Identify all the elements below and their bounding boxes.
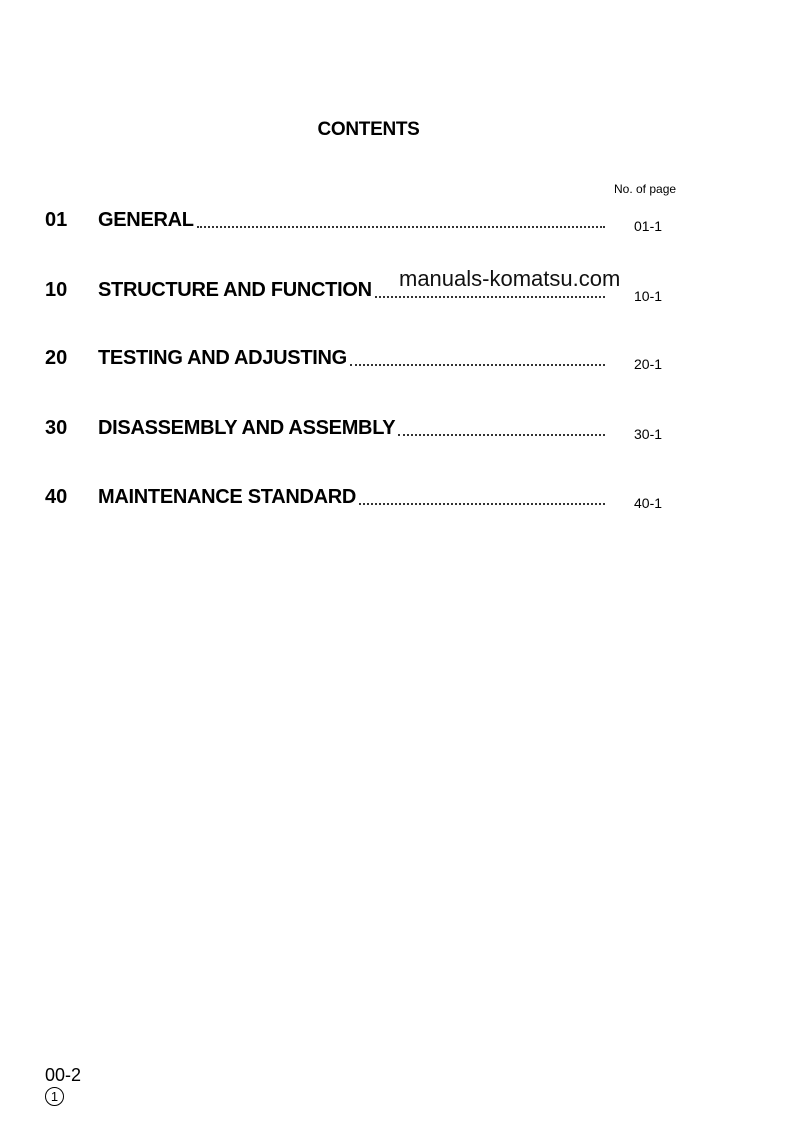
section-title: DISASSEMBLY AND ASSEMBLY [98, 417, 396, 439]
dot-leader [197, 225, 605, 228]
section-number: 30 [45, 417, 68, 439]
dot-leader [398, 433, 605, 436]
section-number: 40 [45, 486, 68, 508]
toc-entry[interactable] [45, 485, 665, 509]
section-number: 20 [45, 347, 68, 369]
section-page: 40-1 [634, 495, 663, 511]
section-page: 01-1 [634, 218, 663, 234]
footer [45, 1065, 81, 1106]
footer-page-number: 00-2 [45, 1065, 82, 1085]
section-page: 10-1 [634, 288, 663, 304]
toc-entry[interactable] [45, 416, 665, 440]
dot-leader [359, 502, 605, 505]
toc-entry[interactable] [45, 346, 665, 370]
section-page: 20-1 [634, 356, 663, 372]
dot-leader [375, 295, 605, 298]
toc-entry[interactable] [45, 208, 665, 232]
section-title: TESTING AND ADJUSTING [98, 347, 347, 369]
watermark: manuals-komatsu.com [399, 266, 621, 291]
section-number: 10 [45, 279, 68, 301]
section-title: GENERAL [98, 209, 194, 231]
section-title: STRUCTURE AND FUNCTION [98, 279, 372, 301]
revision-mark: 1 [45, 1087, 64, 1106]
section-page: 30-1 [634, 426, 663, 442]
column-header-page: No. of page [614, 182, 677, 196]
section-title: MAINTENANCE STANDARD [98, 486, 357, 508]
page-title: CONTENTS [317, 119, 420, 140]
dot-leader [350, 363, 605, 366]
section-number: 01 [45, 209, 68, 231]
